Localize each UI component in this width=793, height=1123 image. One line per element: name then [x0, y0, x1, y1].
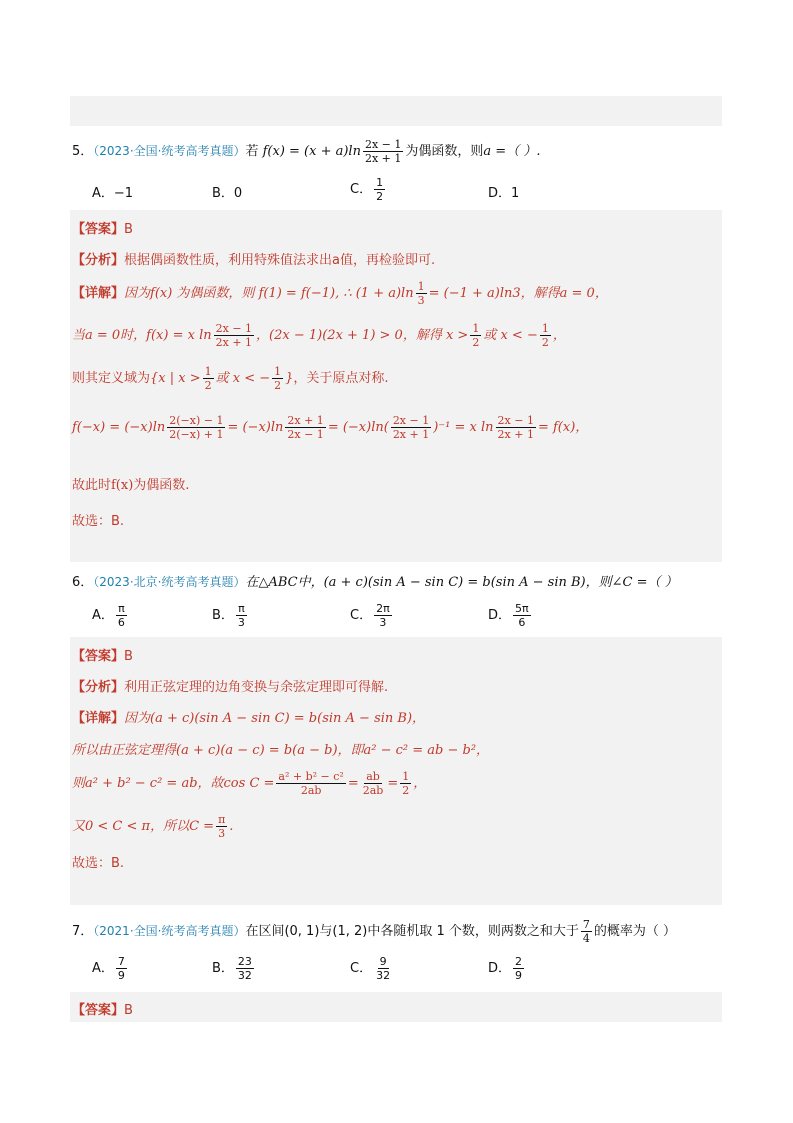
q5-detail-line2: 当a = 0时，f(x) = x ln $\frac{2x - 1}{2x + 1}$ ，(2x − 1)(2x + 1) > 0，解得 x > $\frac{1}{2}$ 或 x < − $\frac{1}{2}$ ，	[72, 322, 566, 349]
q7-stem: 7．（2021·全国·统考高考真题）在区间(0, 1)与(1, 2)中各随机取 1 个数，则两数之和大于 $\frac{7}{4}$ 的概率为（ ）	[72, 918, 677, 945]
q6-choice-b[interactable]: B． $\frac{\pi}{3}$	[212, 602, 245, 629]
q5-choice-c[interactable]: C． $\frac{1}{2}$	[350, 176, 384, 203]
q6-analysis: 【分析】利用正弦定理的边角变换与余弦定理即可得解.	[72, 680, 389, 695]
q6-number: 6．	[72, 575, 94, 590]
q5-answer: 【答案】B	[72, 222, 133, 237]
q6-choice-c[interactable]: C． $\frac{2\pi}{3}$	[350, 602, 390, 629]
q6-answer-value: B	[124, 649, 133, 664]
prev-solution-block	[70, 96, 722, 126]
q6-source: （2023·北京·统考高考真题）	[93, 575, 246, 589]
q5-analysis: 【分析】根据偶函数性质，利用特殊值法求出a值，再检验即可.	[72, 253, 436, 268]
q5-stem: 5．（2023·全国·统考高考真题）若 f(x) = (x + a)ln $\frac{2x - 1}{2x + 1}$ 为偶函数，则a =（ ）.	[72, 138, 541, 165]
q5-detail-line5: 故此时f(x)为偶函数.	[72, 478, 190, 493]
q6-choice-a[interactable]: A． $\frac{\pi}{6}$	[92, 602, 125, 629]
q7-answer: 【答案】B	[72, 1003, 133, 1018]
q5-choice-b[interactable]: B．0	[212, 186, 243, 201]
q5-fraction: $\frac{2x - 1}{2x + 1}$	[364, 138, 402, 165]
q5-choice-d[interactable]: D．1	[488, 186, 520, 201]
q7-solution-block	[70, 992, 722, 1022]
q5-source: （2023·全国·统考高考真题）	[93, 144, 246, 158]
q5-detail-line3: 则其定义域为{x | x > $\frac{1}{2}$ 或 x < − $\frac{1}{2}$ }，关于原点对称.	[72, 365, 389, 392]
q6-detail-line5: 故选：B.	[72, 856, 125, 871]
q6-detail-line1: 【详解】因为(a + c)(sin A − sin C) = b(sin A − sin B)，	[72, 711, 426, 726]
q5-number: 5．	[72, 144, 94, 159]
q6-choice-d[interactable]: D． $\frac{5\pi}{6}$	[488, 602, 529, 629]
q7-answer-value: B	[124, 1003, 133, 1018]
q6-detail-line4: 又0 < C < π，所以C = $\frac{\pi}{3}$ .	[72, 813, 234, 840]
q7-choice-a[interactable]: A． $\frac{7}{9}$	[92, 955, 125, 982]
q5-detail-line4: f(−x) = (−x)ln $\frac{2(-x) - 1}{2(-x) + 1}$ = (−x)ln $\frac{2x + 1}{2x - 1}$ = (−x)ln( $\frac{2x - 1}{2x + 1}$ )⁻¹ = x ln $\frac{2x - 1}{2x + 1}$ = f(x)，	[72, 414, 589, 441]
q5-answer-value: B	[124, 222, 133, 237]
q7-choice-c[interactable]: C． $\frac{9}{32}$	[350, 955, 391, 982]
q6-answer: 【答案】B	[72, 649, 133, 664]
q7-choice-d[interactable]: D． $\frac{2}{9}$	[488, 955, 523, 982]
q7-number: 7．	[72, 924, 94, 939]
q6-detail-line3: 则a² + b² − c² = ab，故cos C = $\frac{\text{a² + b² − c²}}{2ab}$ = $\frac{ab}{2ab}$ = $\frac{1}{2}$ ，	[72, 770, 427, 797]
q5-choice-a[interactable]: A．−1	[92, 186, 134, 201]
q5-detail-line1: 【详解】因为f(x) 为偶函数，则 f(1) = f(−1), ∴ (1 + a)ln $\frac{1}{3}$ = (−1 + a)ln3，解得a = 0，	[72, 280, 608, 307]
q7-source: （2021·全国·统考高考真题）	[93, 924, 246, 938]
q6-stem: 6．（2023·北京·统考高考真题）在△ABC中，(a + c)(sin A − sin C) = b(sin A − sin B)，则∠C =（ ）	[72, 575, 678, 590]
q5-formula: f(x) = (x + a)ln	[262, 144, 361, 159]
q6-detail-line2: 所以由正弦定理得(a + c)(a − c) = b(a − b)，即a² − c² = ab − b²，	[72, 743, 490, 758]
q5-detail-line6: 故选：B.	[72, 514, 125, 529]
q7-choice-b[interactable]: B． $\frac{23}{32}$	[212, 955, 252, 982]
